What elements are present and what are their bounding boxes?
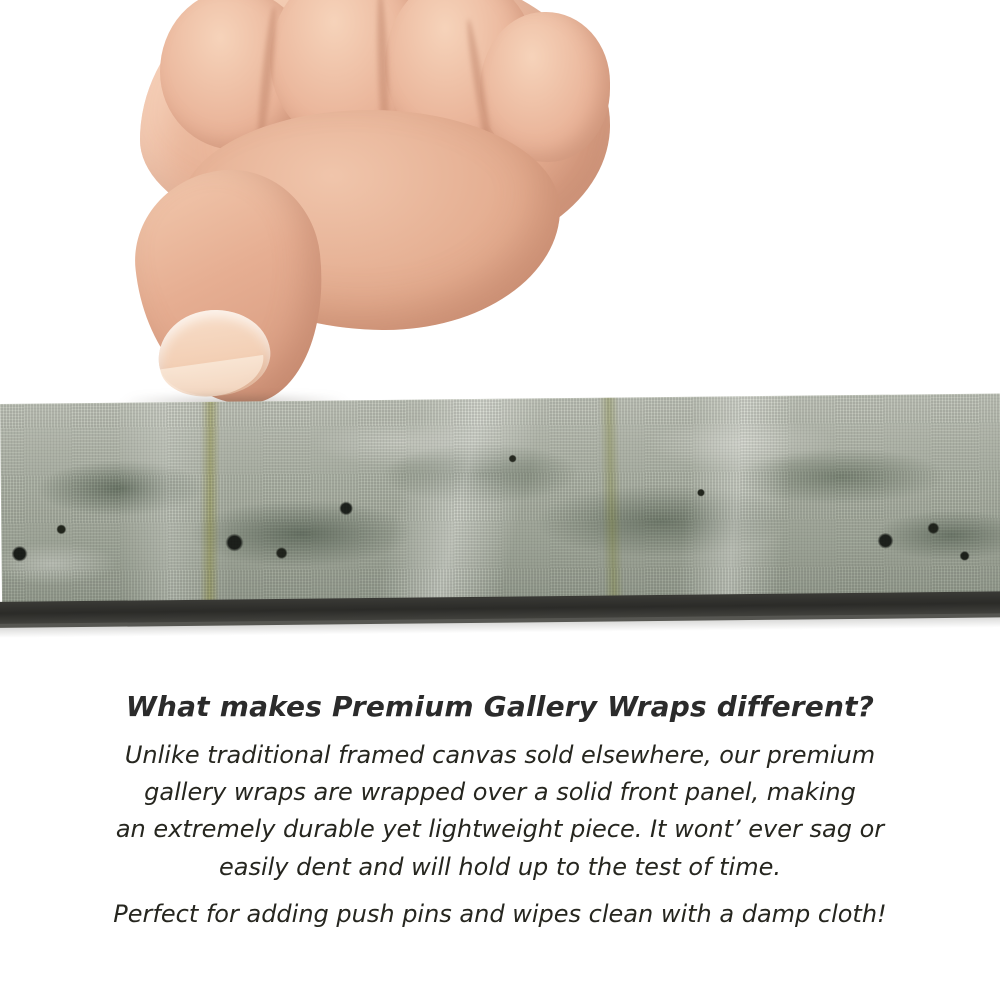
caption-line-1: Unlike traditional framed canvas sold elsewhere, our premium [124,741,876,769]
canvas-weave-texture [0,394,1000,618]
caption-heading: What makes Premium Gallery Wraps different? [125,690,875,723]
caption-closing-line: Perfect for adding push pins and wipes clean with a damp cloth! [113,899,887,928]
caption-line-4: easily dent and will hold up to the test of time. [218,852,781,881]
canvas-print-edge [0,394,1000,618]
caption-line-3: an extremely durable yet lightweight piece. It wont’ ever sag or [115,815,885,844]
caption-body [0,737,1000,933]
hand-photo [120,0,660,430]
caption-block [0,690,1000,933]
caption-line-2: gallery wraps are wrapped over a solid front panel, making [144,778,856,807]
